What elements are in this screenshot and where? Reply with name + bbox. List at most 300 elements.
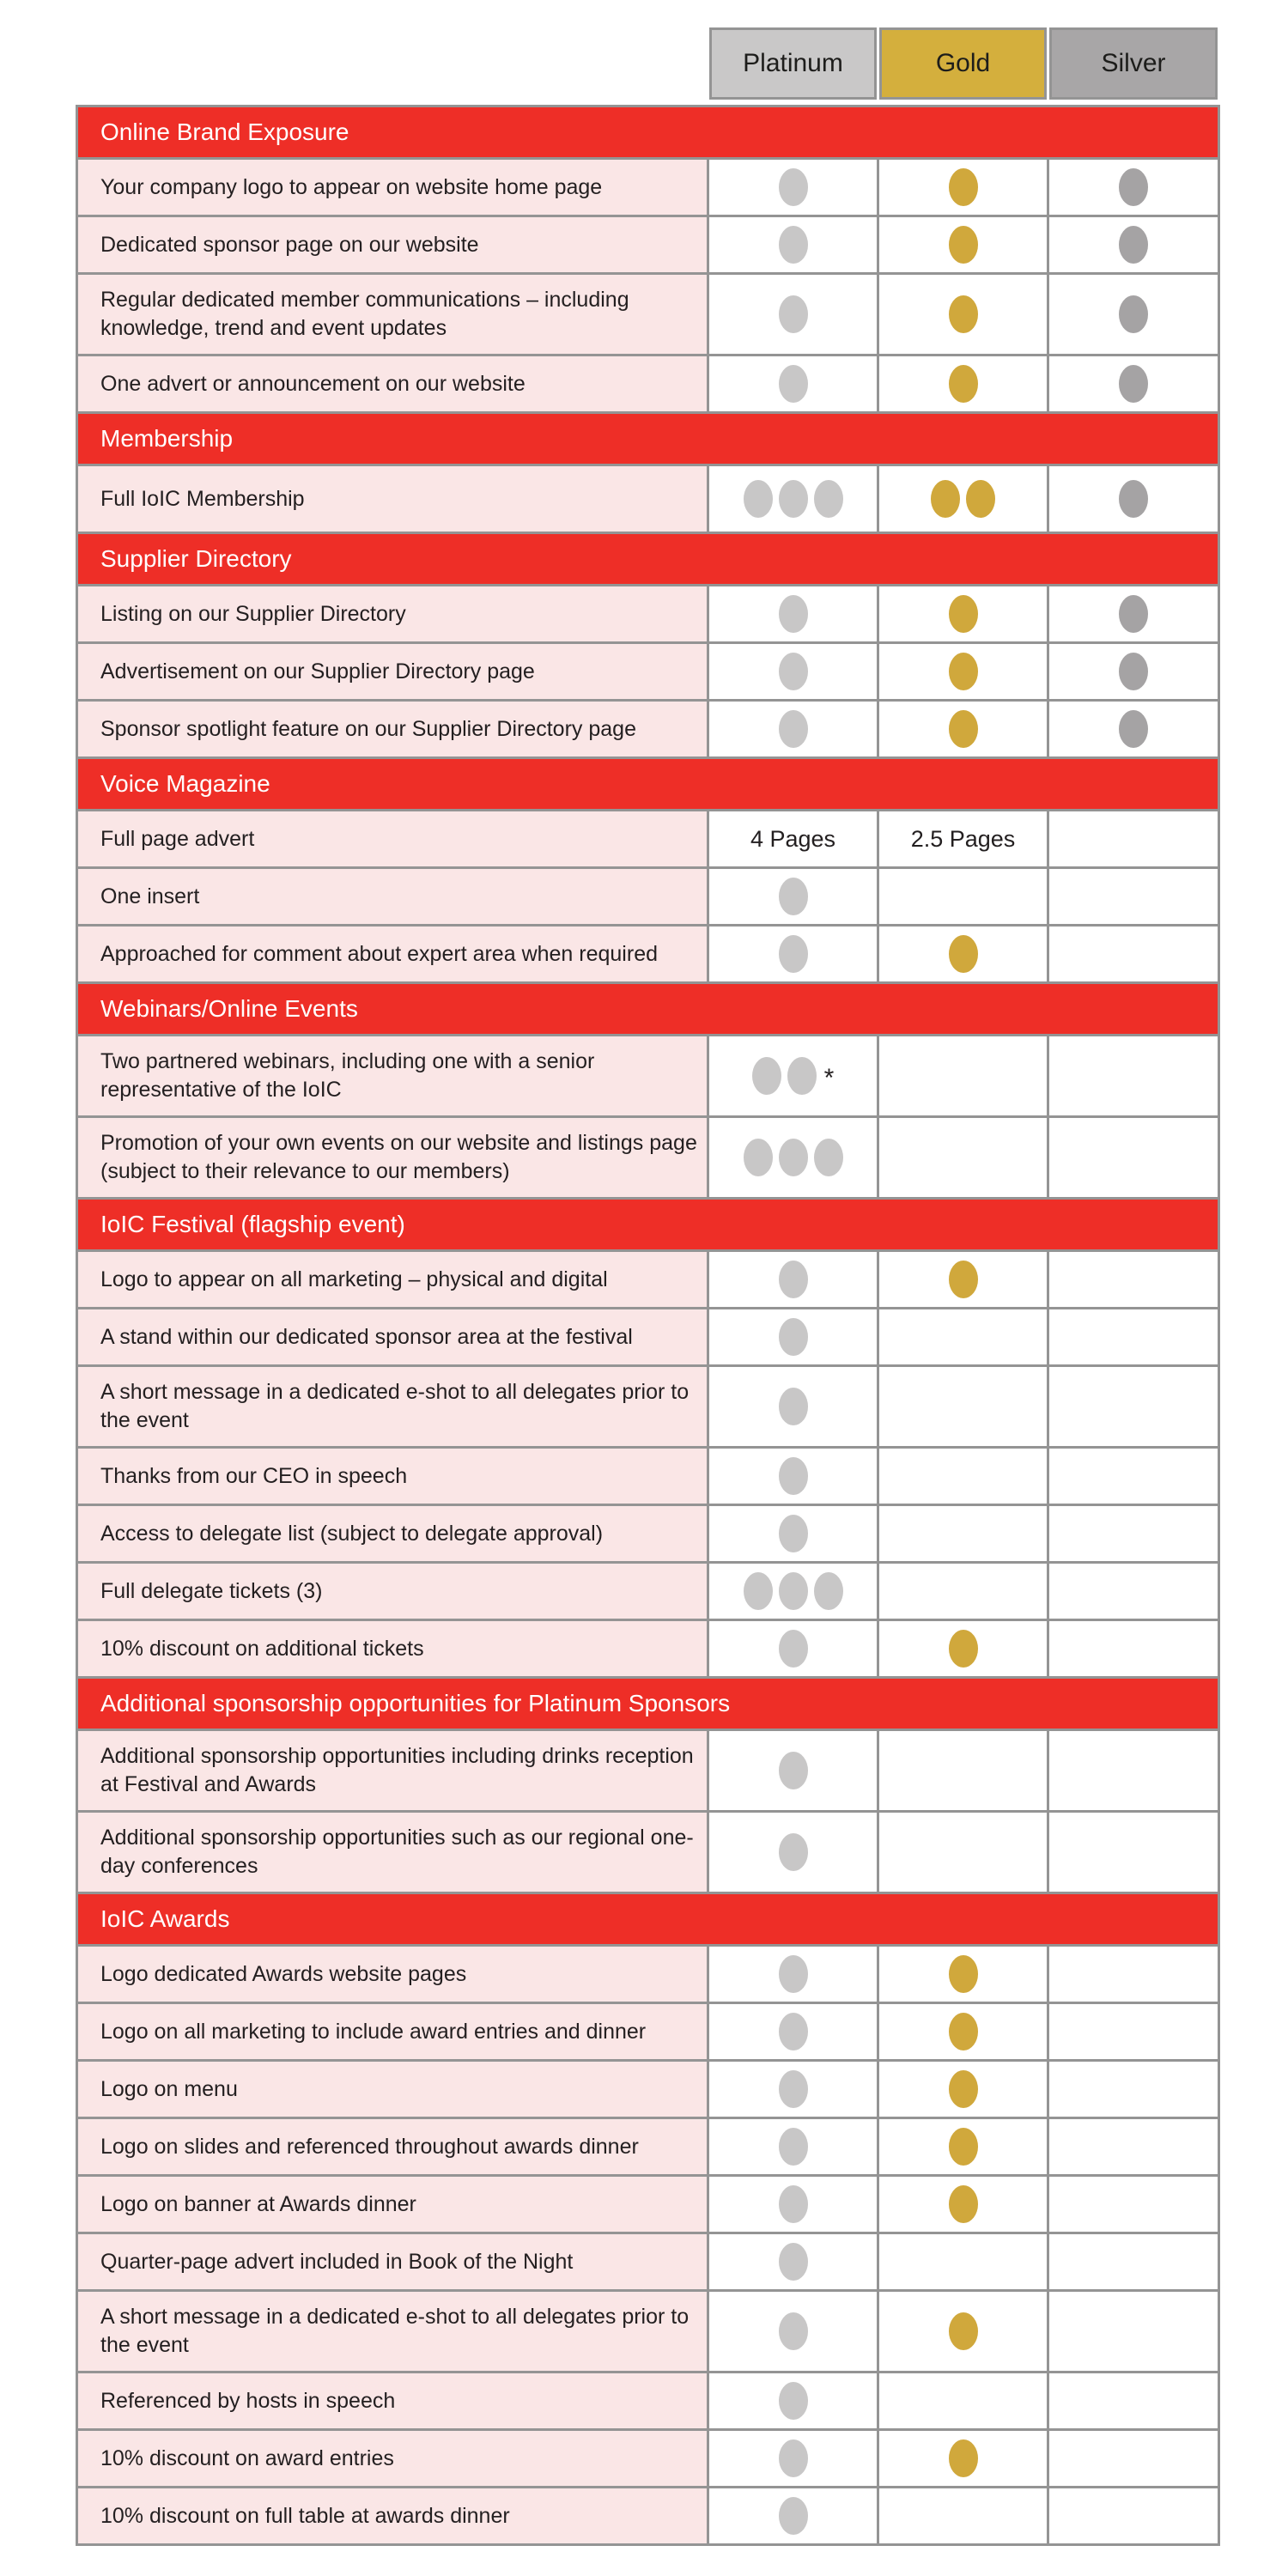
platinum-cell bbox=[709, 586, 877, 641]
platinum-dot-group bbox=[779, 710, 808, 748]
platinum-cell bbox=[709, 2292, 877, 2371]
silver-dot-group bbox=[1119, 168, 1148, 206]
platinum-dot-group bbox=[779, 226, 808, 264]
row-label: 10% discount on additional tickets bbox=[100, 1636, 424, 1661]
platinum-dot bbox=[779, 168, 808, 206]
gold-dot-group bbox=[949, 226, 978, 264]
platinum-dot bbox=[779, 226, 808, 264]
table-row bbox=[78, 702, 1218, 756]
row-label: Your company logo to appear on website home page bbox=[100, 174, 603, 199]
silver-cell bbox=[1049, 1621, 1218, 1676]
row-label: Logo dedicated Awards website pages bbox=[100, 1961, 467, 1986]
row-label-cell bbox=[78, 1036, 707, 1115]
gold-dot bbox=[949, 710, 978, 748]
gold-dot-group bbox=[949, 295, 978, 333]
platinum-cell bbox=[709, 644, 877, 699]
platinum-dot bbox=[779, 710, 808, 748]
platinum-dot bbox=[779, 1457, 808, 1495]
section-title: Webinars/Online Events bbox=[100, 995, 358, 1022]
row-label: A short message in a dedicated e-shot to all delegates prior to the event bbox=[100, 2305, 690, 2357]
platinum-dot-group bbox=[779, 1318, 808, 1356]
row-label-cell bbox=[78, 2488, 707, 2543]
row-label-cell bbox=[78, 1118, 707, 1197]
platinum-dot bbox=[779, 2013, 808, 2050]
platinum-dot-group bbox=[779, 2439, 808, 2477]
table-row bbox=[78, 1731, 1218, 1810]
section-header bbox=[78, 414, 1218, 464]
platinum-dot-group bbox=[779, 1388, 808, 1425]
silver-cell bbox=[1049, 2431, 1218, 2486]
gold-dot-group bbox=[949, 2312, 978, 2350]
gold-cell bbox=[879, 2373, 1047, 2428]
table-row bbox=[78, 1252, 1218, 1307]
platinum-dot bbox=[779, 935, 808, 973]
platinum-dot bbox=[779, 365, 808, 403]
platinum-dot bbox=[779, 1388, 808, 1425]
row-label-cell bbox=[78, 1947, 707, 2002]
gold-cell bbox=[879, 1449, 1047, 1504]
table-row bbox=[78, 1621, 1218, 1676]
silver-cell bbox=[1049, 2062, 1218, 2117]
platinum-dot bbox=[744, 1572, 773, 1610]
silver-cell bbox=[1049, 1367, 1218, 1446]
platinum-cell bbox=[709, 1367, 877, 1446]
tier-header-row bbox=[78, 27, 1218, 100]
platinum-cell bbox=[709, 160, 877, 215]
platinum-dot bbox=[779, 595, 808, 633]
platinum-cell bbox=[709, 217, 877, 272]
silver-cell bbox=[1049, 1947, 1218, 2002]
gold-cell bbox=[879, 217, 1047, 272]
platinum-dot bbox=[744, 480, 773, 518]
row-label: Logo on menu bbox=[100, 2076, 238, 2101]
gold-dot-group bbox=[931, 480, 995, 518]
gold-cell bbox=[879, 2488, 1047, 2543]
gold-cell bbox=[879, 1036, 1047, 1115]
silver-cell bbox=[1049, 1564, 1218, 1619]
platinum-dot bbox=[779, 2243, 808, 2281]
gold-dot bbox=[949, 168, 978, 206]
silver-cell bbox=[1049, 217, 1218, 272]
row-label-cell bbox=[78, 2292, 707, 2371]
platinum-dot bbox=[744, 1139, 773, 1176]
platinum-cell bbox=[709, 927, 877, 981]
table-row bbox=[78, 586, 1218, 641]
silver-cell bbox=[1049, 811, 1218, 866]
table-row bbox=[78, 2234, 1218, 2289]
row-label: Logo to appear on all marketing – physical and digital bbox=[100, 1267, 608, 1291]
silver-cell bbox=[1049, 2234, 1218, 2289]
silver-cell bbox=[1049, 1731, 1218, 1810]
silver-cell bbox=[1049, 2004, 1218, 2059]
platinum-dot bbox=[779, 295, 808, 333]
gold-dot-group bbox=[949, 595, 978, 633]
platinum-dot bbox=[779, 1139, 808, 1176]
silver-dot-group bbox=[1119, 595, 1148, 633]
gold-dot bbox=[949, 595, 978, 633]
silver-cell bbox=[1049, 1449, 1218, 1504]
tier-header-spacer bbox=[78, 27, 707, 100]
row-label-cell bbox=[78, 1449, 707, 1504]
row-label: 10% discount on award entries bbox=[100, 2445, 394, 2470]
comparison-table bbox=[76, 105, 1220, 2546]
row-label: A short message in a dedicated e-shot to all delegates prior to the event bbox=[100, 1380, 690, 1432]
table-row bbox=[78, 2373, 1218, 2428]
row-label: One insert bbox=[100, 884, 200, 908]
platinum-cell bbox=[709, 1947, 877, 2002]
platinum-cell bbox=[709, 2488, 877, 2543]
gold-dot bbox=[949, 2439, 978, 2477]
silver-cell bbox=[1049, 1813, 1218, 1892]
table-row bbox=[78, 644, 1218, 699]
table-row bbox=[78, 356, 1218, 411]
silver-cell bbox=[1049, 1252, 1218, 1307]
platinum-dot-group bbox=[779, 1457, 808, 1495]
platinum-dot bbox=[779, 1955, 808, 1993]
gold-cell bbox=[879, 586, 1047, 641]
platinum-cell bbox=[709, 1731, 877, 1810]
silver-cell bbox=[1049, 869, 1218, 924]
platinum-dot bbox=[779, 1572, 808, 1610]
platinum-dot bbox=[779, 2185, 808, 2223]
silver-cell bbox=[1049, 644, 1218, 699]
row-label: Additional sponsorship opportunities such as our regional one-day conferences bbox=[100, 1826, 694, 1878]
gold-cell bbox=[879, 1564, 1047, 1619]
gold-dot bbox=[949, 935, 978, 973]
platinum-dot-group bbox=[779, 295, 808, 333]
gold-dot bbox=[949, 365, 978, 403]
silver-cell bbox=[1049, 356, 1218, 411]
gold-cell bbox=[879, 1506, 1047, 1561]
platinum-dot-group bbox=[779, 2312, 808, 2350]
row-label-cell bbox=[78, 160, 707, 215]
row-label: A stand within our dedicated sponsor area at the festival bbox=[100, 1324, 633, 1349]
silver-cell bbox=[1049, 927, 1218, 981]
gold-cell bbox=[879, 1813, 1047, 1892]
silver-dot-group bbox=[1119, 295, 1148, 333]
gold-dot bbox=[949, 2070, 978, 2108]
gold-dot bbox=[966, 480, 995, 518]
platinum-cell bbox=[709, 1506, 877, 1561]
platinum-dot-group bbox=[779, 168, 808, 206]
gold-dot bbox=[949, 2128, 978, 2166]
row-label-cell bbox=[78, 1367, 707, 1446]
platinum-dot bbox=[779, 480, 808, 518]
silver-dot-group bbox=[1119, 480, 1148, 518]
gold-dot bbox=[949, 295, 978, 333]
row-label-cell bbox=[78, 644, 707, 699]
silver-cell bbox=[1049, 1309, 1218, 1364]
row-label: Full delegate tickets (3) bbox=[100, 1578, 323, 1603]
gold-cell bbox=[879, 811, 1047, 866]
gold-cell-text: 2.5 Pages bbox=[910, 825, 1016, 852]
gold-cell bbox=[879, 1367, 1047, 1446]
platinum-cell bbox=[709, 1449, 877, 1504]
gold-dot bbox=[949, 2013, 978, 2050]
platinum-dot bbox=[814, 1139, 843, 1176]
row-label-cell bbox=[78, 1621, 707, 1676]
platinum-cell bbox=[709, 811, 877, 866]
row-label: Logo on banner at Awards dinner bbox=[100, 2191, 416, 2216]
gold-cell bbox=[879, 356, 1047, 411]
platinum-dot-group bbox=[744, 1139, 843, 1176]
silver-dot bbox=[1119, 480, 1148, 518]
platinum-cell bbox=[709, 1309, 877, 1364]
tier-label-platinum: Platinum bbox=[743, 49, 843, 77]
table-row bbox=[78, 466, 1218, 532]
row-label: Additional sponsorship opportunities including drinks reception at Festival and Awards bbox=[100, 1744, 694, 1796]
tier-header-platinum bbox=[709, 27, 877, 100]
silver-dot-group bbox=[1119, 365, 1148, 403]
silver-cell bbox=[1049, 466, 1218, 532]
platinum-dot bbox=[779, 2312, 808, 2350]
platinum-dot bbox=[752, 1057, 781, 1095]
row-label-cell bbox=[78, 2373, 707, 2428]
section-title: Online Brand Exposure bbox=[100, 118, 349, 145]
silver-dot bbox=[1119, 595, 1148, 633]
row-label: Advertisement on our Supplier Directory page bbox=[100, 659, 535, 683]
platinum-cell bbox=[709, 2004, 877, 2059]
table-row bbox=[78, 1813, 1218, 1892]
gold-dot-group bbox=[949, 2070, 978, 2108]
platinum-dot bbox=[779, 1752, 808, 1789]
section-title: Membership bbox=[100, 425, 234, 452]
platinum-dot bbox=[779, 878, 808, 915]
platinum-dot-group bbox=[779, 1630, 808, 1668]
row-label-cell bbox=[78, 2177, 707, 2232]
platinum-dot-group bbox=[779, 878, 808, 915]
gold-dot-group bbox=[949, 1630, 978, 1668]
row-label: Two partnered webinars, including one with a senior representative of the IoIC bbox=[100, 1049, 595, 1102]
row-label: Access to delegate list (subject to delegate approval) bbox=[100, 1521, 604, 1546]
section-title: Voice Magazine bbox=[100, 770, 270, 797]
platinum-cell-text: 4 Pages bbox=[750, 825, 836, 852]
gold-cell bbox=[879, 869, 1047, 924]
tier-label-gold: Gold bbox=[935, 49, 991, 77]
platinum-cell bbox=[709, 356, 877, 411]
platinum-dot bbox=[779, 1630, 808, 1668]
platinum-cell bbox=[709, 1252, 877, 1307]
silver-cell bbox=[1049, 2177, 1218, 2232]
row-label: Thanks from our CEO in speech bbox=[100, 1463, 408, 1488]
section-header bbox=[78, 759, 1218, 809]
row-label: Promotion of your own events on our website and listings page (subject to their relevance to our members) bbox=[100, 1131, 697, 1183]
platinum-dot bbox=[779, 2497, 808, 2535]
platinum-dot-group bbox=[779, 365, 808, 403]
section-header bbox=[78, 1894, 1218, 1944]
section-header bbox=[78, 107, 1218, 157]
gold-cell bbox=[879, 2119, 1047, 2174]
gold-dot-group bbox=[949, 2185, 978, 2223]
gold-cell bbox=[879, 2234, 1047, 2289]
silver-cell bbox=[1049, 2292, 1218, 2371]
platinum-dot-group bbox=[779, 2382, 808, 2420]
row-label-cell bbox=[78, 702, 707, 756]
row-label-cell bbox=[78, 466, 707, 532]
sponsorship-comparison bbox=[76, 27, 1220, 2546]
row-label-cell bbox=[78, 2004, 707, 2059]
platinum-dot-group bbox=[779, 595, 808, 633]
gold-cell bbox=[879, 1309, 1047, 1364]
table-row bbox=[78, 217, 1218, 272]
platinum-cell bbox=[709, 1036, 877, 1115]
gold-dot bbox=[949, 653, 978, 690]
silver-cell bbox=[1049, 702, 1218, 756]
row-label-cell bbox=[78, 2234, 707, 2289]
table-row bbox=[78, 811, 1218, 866]
silver-dot bbox=[1119, 365, 1148, 403]
platinum-dot bbox=[814, 1572, 843, 1610]
row-label: Approached for comment about expert area when required bbox=[100, 941, 658, 966]
row-label-cell bbox=[78, 927, 707, 981]
row-label-cell bbox=[78, 1506, 707, 1561]
platinum-dot bbox=[779, 1261, 808, 1298]
row-label-cell bbox=[78, 275, 707, 354]
tier-label-silver: Silver bbox=[1101, 49, 1166, 77]
row-label-cell bbox=[78, 1252, 707, 1307]
tier-header-gold bbox=[879, 27, 1047, 100]
gold-dot bbox=[949, 1261, 978, 1298]
row-label: One advert or announcement on our website bbox=[100, 371, 526, 396]
silver-dot-group bbox=[1119, 653, 1148, 690]
gold-dot bbox=[931, 480, 960, 518]
row-label: Logo on slides and referenced throughout awards dinner bbox=[100, 2134, 639, 2159]
gold-dot-group bbox=[949, 935, 978, 973]
gold-cell bbox=[879, 702, 1047, 756]
gold-dot-group bbox=[949, 710, 978, 748]
section-header bbox=[78, 534, 1218, 584]
row-label-cell bbox=[78, 356, 707, 411]
platinum-dot-group bbox=[779, 935, 808, 973]
row-label: Full IoIC Membership bbox=[100, 486, 305, 511]
silver-cell bbox=[1049, 586, 1218, 641]
silver-cell bbox=[1049, 1118, 1218, 1197]
table-row bbox=[78, 2488, 1218, 2543]
row-label-cell bbox=[78, 586, 707, 641]
gold-dot bbox=[949, 1630, 978, 1668]
row-label: Dedicated sponsor page on our website bbox=[100, 232, 479, 257]
platinum-dot bbox=[787, 1057, 817, 1095]
row-label-cell bbox=[78, 217, 707, 272]
platinum-dot bbox=[779, 1833, 808, 1871]
platinum-dot bbox=[779, 653, 808, 690]
platinum-dot bbox=[779, 2128, 808, 2166]
platinum-cell bbox=[709, 1621, 877, 1676]
gold-cell bbox=[879, 927, 1047, 981]
platinum-dot-group bbox=[779, 1515, 808, 1552]
gold-dot bbox=[949, 1955, 978, 1993]
row-label-cell bbox=[78, 869, 707, 924]
gold-cell bbox=[879, 160, 1047, 215]
platinum-dot bbox=[779, 1515, 808, 1552]
silver-dot bbox=[1119, 226, 1148, 264]
silver-dot-group bbox=[1119, 226, 1148, 264]
gold-dot-group bbox=[949, 365, 978, 403]
row-label-cell bbox=[78, 2119, 707, 2174]
gold-cell bbox=[879, 275, 1047, 354]
platinum-dot bbox=[814, 480, 843, 518]
silver-cell bbox=[1049, 2488, 1218, 2543]
silver-cell bbox=[1049, 2119, 1218, 2174]
platinum-cell bbox=[709, 1118, 877, 1197]
gold-cell bbox=[879, 2062, 1047, 2117]
table-row bbox=[78, 927, 1218, 981]
platinum-cell bbox=[709, 2431, 877, 2486]
silver-dot-group bbox=[1119, 710, 1148, 748]
platinum-dot-group bbox=[779, 2070, 808, 2108]
platinum-cell bbox=[709, 1564, 877, 1619]
platinum-dot-group bbox=[779, 1833, 808, 1871]
row-label: Sponsor spotlight feature on our Supplier Directory page bbox=[100, 716, 636, 741]
platinum-dot-group bbox=[779, 2128, 808, 2166]
gold-dot-group bbox=[949, 1261, 978, 1298]
silver-dot bbox=[1119, 710, 1148, 748]
table-row bbox=[78, 275, 1218, 354]
gold-dot-group bbox=[949, 2013, 978, 2050]
row-label-cell bbox=[78, 1564, 707, 1619]
row-label-cell bbox=[78, 1731, 707, 1810]
table-row bbox=[78, 1564, 1218, 1619]
platinum-dot bbox=[779, 2382, 808, 2420]
silver-dot bbox=[1119, 168, 1148, 206]
table-row bbox=[78, 160, 1218, 215]
section-header bbox=[78, 1200, 1218, 1249]
row-label: 10% discount on full table at awards dinner bbox=[100, 2503, 510, 2528]
section-title: IoIC Festival (flagship event) bbox=[100, 1211, 405, 1237]
row-label: Listing on our Supplier Directory bbox=[100, 601, 406, 626]
gold-dot-group bbox=[949, 2128, 978, 2166]
table-row bbox=[78, 2292, 1218, 2371]
platinum-dot-group bbox=[779, 1261, 808, 1298]
table-row bbox=[78, 2177, 1218, 2232]
row-label-cell bbox=[78, 2431, 707, 2486]
gold-cell bbox=[879, 1947, 1047, 2002]
table-row bbox=[78, 1309, 1218, 1364]
table-row bbox=[78, 2062, 1218, 2117]
section-title: IoIC Awards bbox=[100, 1905, 230, 1932]
platinum-dot-group bbox=[744, 1572, 843, 1610]
platinum-cell bbox=[709, 1813, 877, 1892]
table-row bbox=[78, 1947, 1218, 2002]
section-title: Supplier Directory bbox=[100, 545, 292, 572]
platinum-cell bbox=[709, 466, 877, 532]
gold-cell bbox=[879, 1118, 1047, 1197]
table-row bbox=[78, 1449, 1218, 1504]
silver-cell bbox=[1049, 2373, 1218, 2428]
gold-dot-group bbox=[949, 168, 978, 206]
gold-cell bbox=[879, 2431, 1047, 2486]
platinum-dot bbox=[779, 2070, 808, 2108]
platinum-dot-group bbox=[779, 1955, 808, 1993]
gold-cell bbox=[879, 644, 1047, 699]
row-label: Regular dedicated member communications – including knowledge, trend and event updates bbox=[100, 288, 629, 340]
silver-cell bbox=[1049, 275, 1218, 354]
asterisk-note: * bbox=[823, 1064, 835, 1092]
platinum-dot-group bbox=[779, 2013, 808, 2050]
platinum-cell bbox=[709, 2062, 877, 2117]
row-label: Logo on all marketing to include award entries and dinner bbox=[100, 2019, 647, 2044]
section-header bbox=[78, 984, 1218, 1034]
gold-dot bbox=[949, 2312, 978, 2350]
gold-cell bbox=[879, 1621, 1047, 1676]
silver-cell bbox=[1049, 1506, 1218, 1561]
platinum-cell bbox=[709, 2177, 877, 2232]
row-label: Quarter-page advert included in Book of the Night bbox=[100, 2249, 574, 2274]
silver-cell bbox=[1049, 160, 1218, 215]
section-header bbox=[78, 1679, 1218, 1728]
row-label-cell bbox=[78, 811, 707, 866]
table-row bbox=[78, 1036, 1218, 1115]
